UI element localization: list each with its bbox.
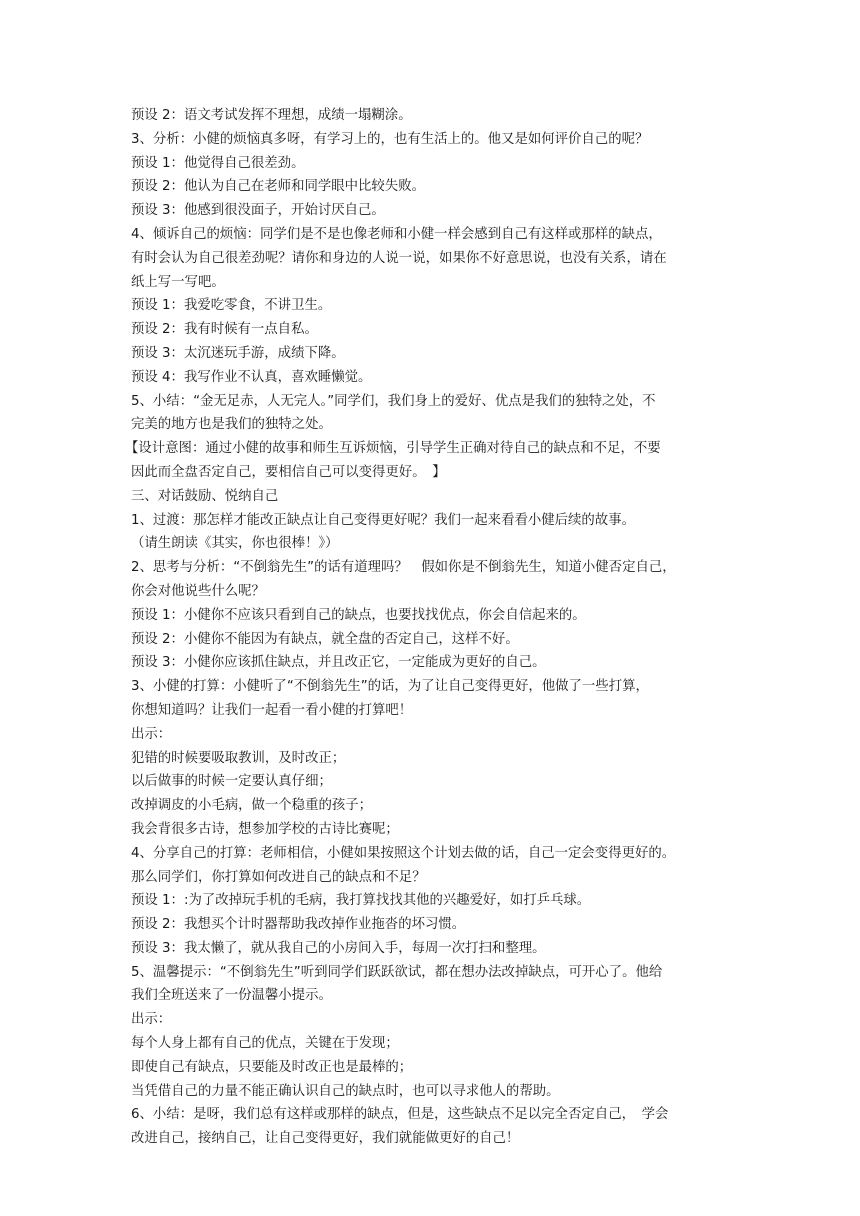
text-line: 2、思考与分析：“不倒翁先生”的话有道理吗？ 假如你是不倒翁先生，知道小健否定自己， xyxy=(131,560,676,576)
text-line: 犯错的时候要吸取教训，及时改正； xyxy=(131,750,346,766)
text-line: 我们全班送来了一份温馨小提示。 xyxy=(131,988,332,1004)
text-line: 纸上写一写吧。 xyxy=(131,274,225,290)
text-line: 预设 1：我爱吃零食，不讲卫生。 xyxy=(131,298,332,314)
text-line: 你想知道吗？让我们一起看一看小健的打算吧！ xyxy=(131,702,413,718)
design-intent-line: 因此而全盘否定自己，要相信自己可以变得更好。 】 xyxy=(131,464,446,480)
text-line: 预设 4：我写作业不认真，喜欢睡懒觉。 xyxy=(131,369,372,385)
text-line: 当凭借自己的力量不能正确认识自己的缺点时，也可以寻求他人的帮助。 xyxy=(131,1083,560,1099)
text-line: 预设 1：他觉得自己很差劲。 xyxy=(131,155,305,171)
text-line: 即使自己有缺点，只要能及时改正也是最棒的； xyxy=(131,1059,413,1075)
design-intent-line: 【设计意图：通过小健的故事和师生互诉烦恼，引导学生正确对待自己的缺点和不足，不要 xyxy=(125,441,661,457)
text-line: 以后做事的时候一定要认真仔细； xyxy=(131,774,332,790)
text-line: 3、小健的打算：小健听了“不倒翁先生”的话，为了让自己变得更好，他做了一些打算， xyxy=(131,679,649,695)
text-line: 预设 2：小健你不能因为有缺点，就全盘的否定自己，这样不好。 xyxy=(131,631,519,647)
section-heading: 三、对话鼓励、悦纳自己 xyxy=(131,488,279,504)
text-line: 预设 1：小健你不应该只看到自己的缺点，也要找找优点，你会自信起来的。 xyxy=(131,607,586,623)
text-line: 改掉调皮的小毛病，做一个稳重的孩子； xyxy=(131,798,373,814)
document-body xyxy=(125,104,735,1151)
text-line: 每个人身上都有自己的优点，关键在于发现； xyxy=(131,1036,399,1052)
text-line: 预设 2：我有时候有一点自私。 xyxy=(131,322,318,338)
text-line: 4、分享自己的打算：老师相信，小健如果按照这个计划去做的话，自己一定会变得更好的。 xyxy=(131,845,676,861)
text-line: 预设 2：语文考试发挥不理想，成绩一塌糊涂。 xyxy=(131,108,412,123)
text-line: 预设 3：我太懒了，就从我自己的小房间入手，每周一次打扫和整理。 xyxy=(131,940,546,956)
text-line: 那么同学们，你打算如何改进自己的缺点和不足？ xyxy=(131,869,426,885)
text-line: 3、分析：小健的烦恼真多呀，有学习上的，也有生活上的。他又是如何评价自己的呢？ xyxy=(131,131,649,147)
text-line: 出示： xyxy=(131,1012,172,1028)
text-line: 你会对他说些什么呢？ xyxy=(131,583,265,599)
text-line: 预设 3：小健你应该抓住缺点，并且改正它，一定能成为更好的自己。 xyxy=(131,655,546,671)
text-line: （请生朗读《其实，你也很棒！》） xyxy=(131,536,339,552)
text-line: 改进自己，接纳自己，让自己变得更好，我们就能做更好的自己！ xyxy=(131,1131,520,1147)
text-line: 我会背很多古诗，想参加学校的古诗比赛呢； xyxy=(131,821,399,837)
text-line: 预设 1：:为了改掉玩手机的毛病，我打算找找其他的兴趣爱好，如打乒乓球。 xyxy=(131,893,591,909)
text-line: 5、小结：“金无足赤，人无完人。”同学们，我们身上的爱好、优点是我们的独特之处，不 xyxy=(131,393,656,409)
text-line: 1、过渡：那怎样才能改正缺点让自己变得更好呢？我们一起来看看小健后续的故事。 xyxy=(131,512,635,528)
text-line: 预设 2：他认为自己在老师和同学眼中比较失败。 xyxy=(131,179,425,195)
text-line: 5、温馨提示：“不倒翁先生”听到同学们跃跃欲试，都在想办法改掉缺点，可开心了。他给 xyxy=(131,964,663,980)
text-line: 预设 2：我想买个计时器帮助我改掉作业拖沓的坏习惯。 xyxy=(131,917,466,933)
text-line: 出示： xyxy=(131,726,172,742)
text-line: 预设 3：他感到很没面子，开始讨厌自己。 xyxy=(131,203,385,219)
text-line: 预设 3：太沉迷玩手游，成绩下降。 xyxy=(131,345,345,361)
text-line: 有时会认为自己很差劲呢？请你和身边的人说一说，如果你不好意思说，也没有关系，请在 xyxy=(131,250,667,266)
text-line: 6、小结：是呀，我们总有这样或那样的缺点，但是，这些缺点不足以完全否定自己， 学会 xyxy=(131,1107,669,1123)
text-line: 4、倾诉自己的烦恼：同学们是不是也像老师和小健一样会感到自己有这样或那样的缺点， xyxy=(131,226,662,242)
text-line: 完美的地方也是我们的独特之处。 xyxy=(131,417,332,433)
